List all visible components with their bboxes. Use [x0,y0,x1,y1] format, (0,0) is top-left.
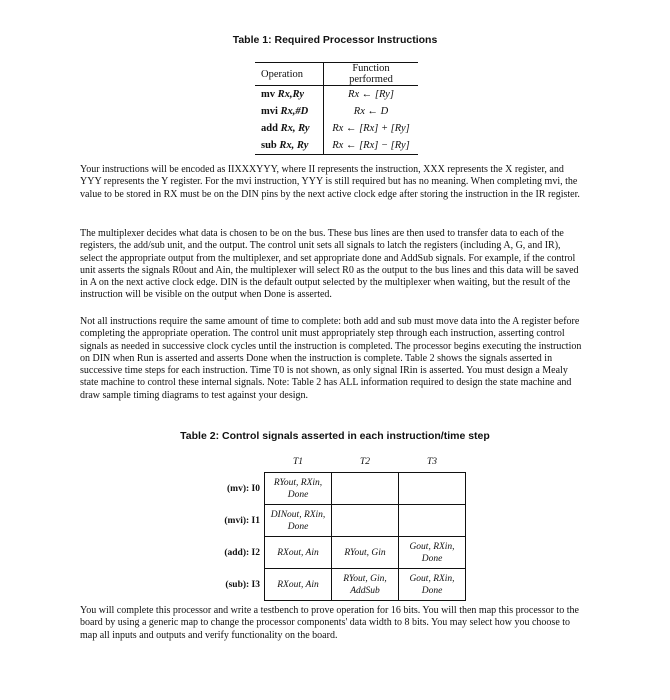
signal-cell [399,473,466,505]
paragraph-encoding: Your instructions will be encoded as IIXXXYYY, where II represents the instruction, XXX represents the X register, and YYY represents the Y register. For the mvi instruction, YYY is still required but has no meaning. When completing mvi, the value to be stored in RX must be on the DIN pins by the next active clock edge after storing the instruction in the IR register. [80,164,580,200]
table1-caption: Table 1: Required Processor Instructions [232,34,438,46]
row-label-sub: (sub): I3 [225,579,260,590]
operation-cell: add Rx, Ry [255,120,324,137]
signal-cell: RYout, Gin [332,537,399,569]
operation-cell: mvi Rx,#D [255,103,324,120]
function-cell: Rx ← D [353,106,389,117]
signal-cell: RYout, Gin, AddSub [332,569,399,601]
table-row [255,86,418,104]
table-row [255,137,418,155]
operation-cell: mv Rx,Ry [255,86,324,104]
paragraph-timing: Not all instructions require the same amount of time to complete: both add and sub must move data into the A register before completing the appropriate operation. The control unit must appropriately step through each instruction, asserting control signals as needed in successive clock cycles until the instruction is completed. The processor begins executing the instruction on DIN when Run is asserted and asserts Done when the instruction is complete. Table 2 shows the signals asserted in successive time steps for each instruction. Time T0 is not shown, as only signal IRin is asserted. You must design a Mealy state machine to control these internal signals. Note: Table 2 has ALL information required to design the state machine and draw sample timing diagrams to test against your design. [80,316,582,401]
table2-caption: Table 2: Control signals asserted in each instruction/time step [180,430,490,442]
row-label-mvi: (mvi): I1 [224,515,260,526]
table-row [255,103,418,120]
paragraph-testbench: You will complete this processor and write a testbench to prove operation for 16 bits. You will then map this processor to the board by using a generic map to change the processor components' data width to 8 bits. You may select how you choose to map all inputs and outputs and verify functionality on the board. [80,605,579,641]
function-cell: Rx ← [Ry] [348,89,394,100]
function-cell: Rx ← [Rx] − [Ry] [324,137,419,155]
control-signal-table [211,452,466,601]
signal-cell: RXout, Ain [265,537,332,569]
table-row [211,505,466,537]
signal-cell: RXout, Ain [265,569,332,601]
signal-cell [332,505,399,537]
table1-header-operation: Operation [255,63,324,86]
signal-cell [332,473,399,505]
function-cell: Rx ← [Rx] + [Ry] [332,123,410,134]
signal-cell: Gout, RXin, Done [399,569,466,601]
table-row [255,120,418,137]
signal-cell: Gout, RXin, Done [399,537,466,569]
row-label-add: (add): I2 [224,547,260,558]
row-label-mv: (mv): I0 [227,483,260,494]
instruction-table [255,62,418,155]
table-row [211,473,466,505]
column-header-t2: T2 [359,457,371,467]
signal-cell: RYout, RXin, Done [265,473,332,505]
column-header-t3: T3 [426,457,438,467]
table-row [211,569,466,601]
table1-header-function: Function performed [324,63,419,86]
signal-cell [399,505,466,537]
operation-cell: sub Rx, Ry [255,137,324,155]
paragraph-multiplexer: The multiplexer decides what data is chosen to be on the bus. These bus lines are then used to transfer data to each of the registers, the add/sub unit, and the output. The control unit sets all signals to latch the registers (including A, G, and IR), select the appropriate output from the multiplexer, and set appropriate done and AddSub signals. For example, if the control unit asserts the signals R0out and Ain, the multiplexer will select R0 as the output to the bus lines and this data will be saved in A on the next active clock edge. DIN is the default output selected by the multiplexer when waiting, but the result of the instruction will be visible on the output when Done is asserted. [80,228,579,301]
table-row [211,537,466,569]
column-header-t1: T1 [292,457,304,467]
signal-cell: DINout, RXin, Done [265,505,332,537]
